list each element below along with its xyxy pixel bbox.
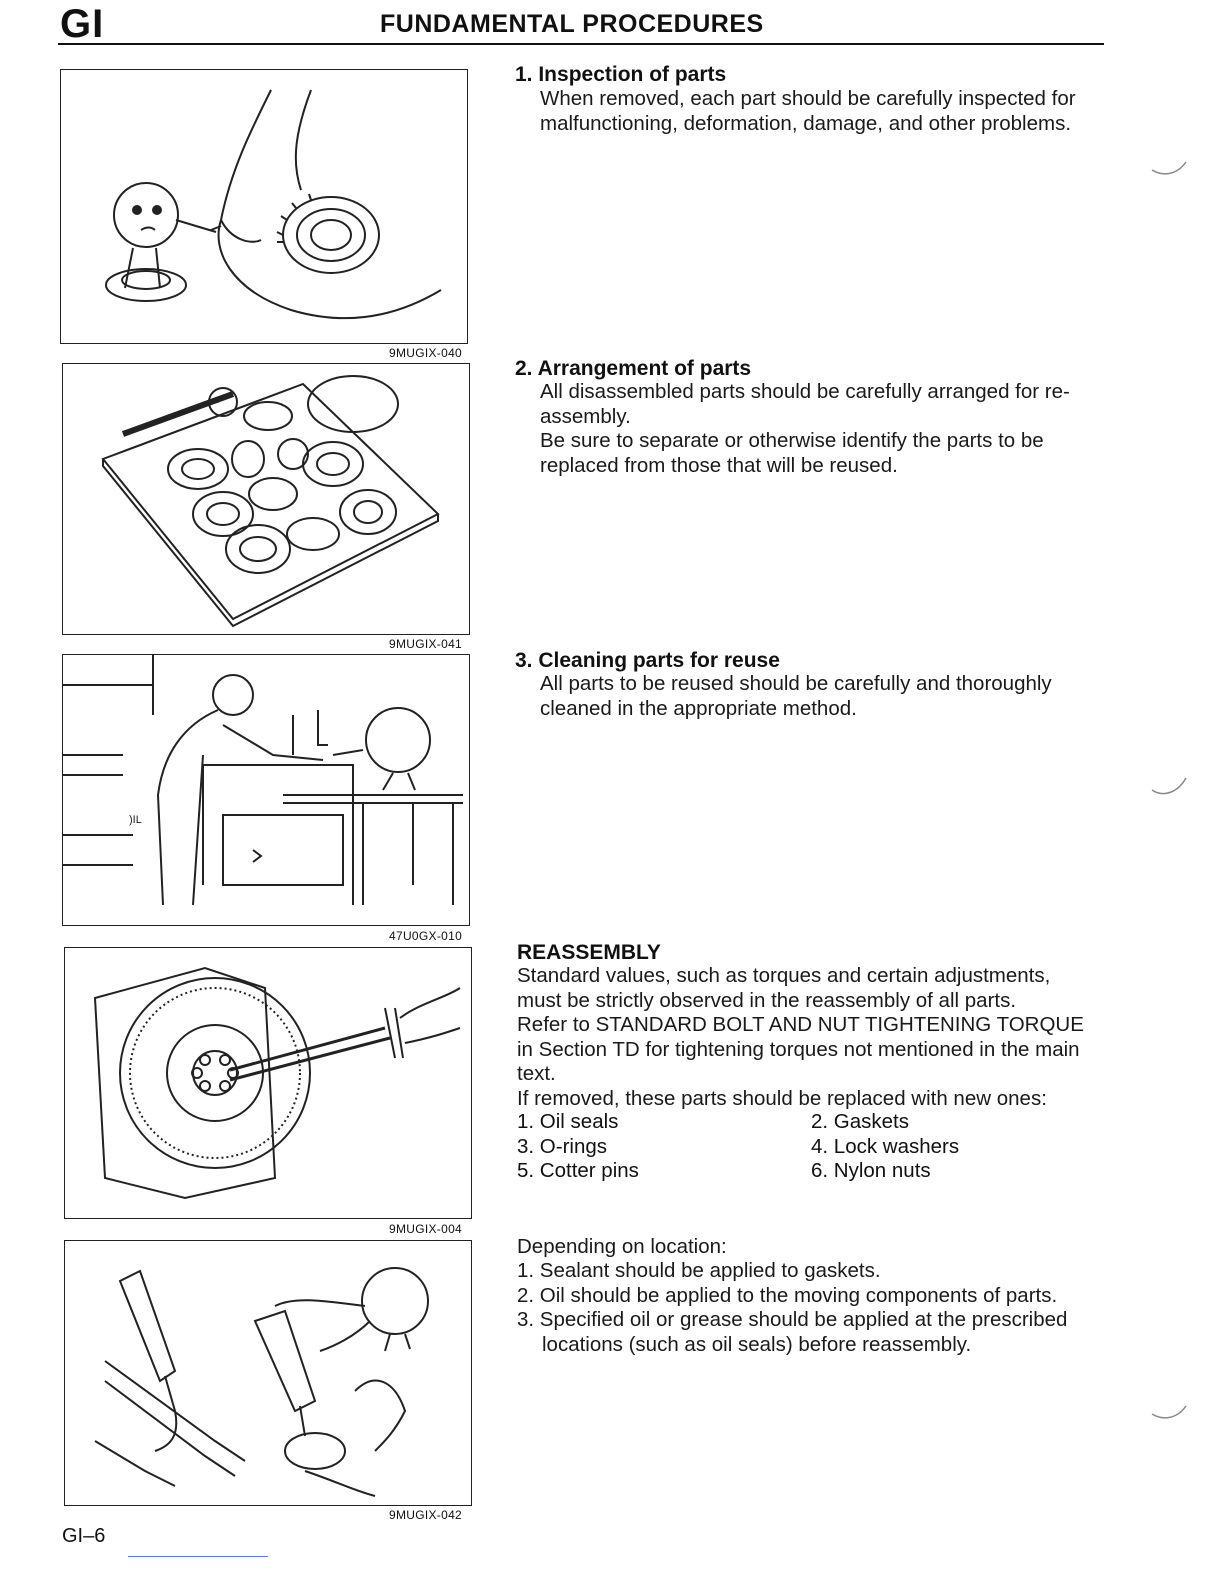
section-heading-arrangement: 2. Arrangement of parts: [515, 357, 752, 380]
arrangement-illustration: [63, 364, 469, 634]
page-title: FUNDAMENTAL PROCEDURES: [380, 10, 764, 38]
figure-code: 9MUGIX-041: [389, 637, 463, 651]
body-line: Refer to STANDARD BOLT AND NUT TIGHTENING TORQUE: [517, 1013, 1084, 1036]
location-item: 2. Oil should be applied to the moving components of parts.: [517, 1283, 1058, 1307]
figure-arrangement: [62, 363, 470, 635]
body-line: malfunctioning, deformation, damage, and other problems.: [540, 111, 1072, 135]
svg-text:)IL: )IL: [129, 814, 142, 826]
parts-list-item: 2. Gaskets: [811, 1110, 909, 1133]
body-line: replaced from those that will be reused.: [540, 453, 898, 477]
figure-sealant: [64, 1240, 472, 1506]
reassembly-illustration: [65, 948, 471, 1218]
figure-code: 9MUGIX-042: [389, 1508, 463, 1522]
parts-list-item: 1. Oil seals: [517, 1110, 619, 1133]
body-line: All disassembled parts should be carefully arranged for re-: [540, 380, 1070, 403]
body-line: Standard values, such as torques and certain adjustments,: [517, 964, 1051, 987]
figure-code: 9MUGIX-040: [389, 346, 463, 360]
body-line: text.: [517, 1062, 556, 1085]
location-intro: Depending on location:: [517, 1235, 727, 1258]
figure-code: 47U0GX-010: [389, 929, 463, 943]
section-body-reassembly: [517, 964, 1084, 1111]
body-line: When removed, each part should be carefully inspected for: [540, 87, 1076, 110]
inspection-illustration: [61, 70, 467, 343]
body-line: must be strictly observed in the reassembly of all parts.: [517, 988, 1017, 1012]
section-heading-reassembly: REASSEMBLY: [517, 941, 661, 964]
margin-mark: [1150, 1402, 1190, 1426]
section-heading-cleaning: 3. Cleaning parts for reuse: [515, 649, 780, 672]
margin-mark: [1150, 158, 1190, 182]
body-line: cleaned in the appropriate method.: [540, 696, 857, 720]
parts-list-item: 5. Cotter pins: [517, 1159, 639, 1182]
section-body-arrangement: [540, 380, 1070, 478]
location-item: 3. Specified oil or grease should be applied at the prescribed: [517, 1308, 1068, 1331]
body-line: If removed, these parts should be replaced with new ones:: [517, 1086, 1047, 1110]
header-rule: [58, 43, 1104, 45]
location-list: [517, 1259, 1067, 1357]
section-code: GI: [60, 2, 105, 46]
location-item: locations (such as oil seals) before reassembly.: [542, 1332, 972, 1356]
location-item: 1. Sealant should be applied to gaskets.: [517, 1259, 881, 1282]
sealant-illustration: [65, 1241, 471, 1505]
section-body-cleaning: [540, 672, 1052, 721]
parts-list-item: 6. Nylon nuts: [811, 1159, 931, 1182]
figure-cleaning: [62, 654, 470, 926]
page-number: GI–6: [62, 1525, 106, 1547]
figure-code: 9MUGIX-004: [389, 1222, 463, 1236]
section-heading-inspection: 1. Inspection of parts: [515, 63, 727, 86]
footer-rule: [128, 1556, 268, 1557]
parts-list-item: 4. Lock washers: [811, 1135, 960, 1158]
parts-list-item: 3. O-rings: [517, 1135, 607, 1158]
margin-mark: [1150, 776, 1190, 800]
body-line: All parts to be reused should be carefully and thoroughly: [540, 672, 1052, 695]
body-line: assembly.: [540, 404, 631, 428]
body-line: in Section TD for tightening torques not mentioned in the main: [517, 1037, 1080, 1061]
body-line: Be sure to separate or otherwise identify the parts to be: [540, 429, 1044, 452]
cleaning-illustration: [63, 655, 469, 925]
figure-reassembly: [64, 947, 472, 1219]
figure-inspection: [60, 69, 468, 344]
section-body-inspection: [540, 87, 1076, 136]
